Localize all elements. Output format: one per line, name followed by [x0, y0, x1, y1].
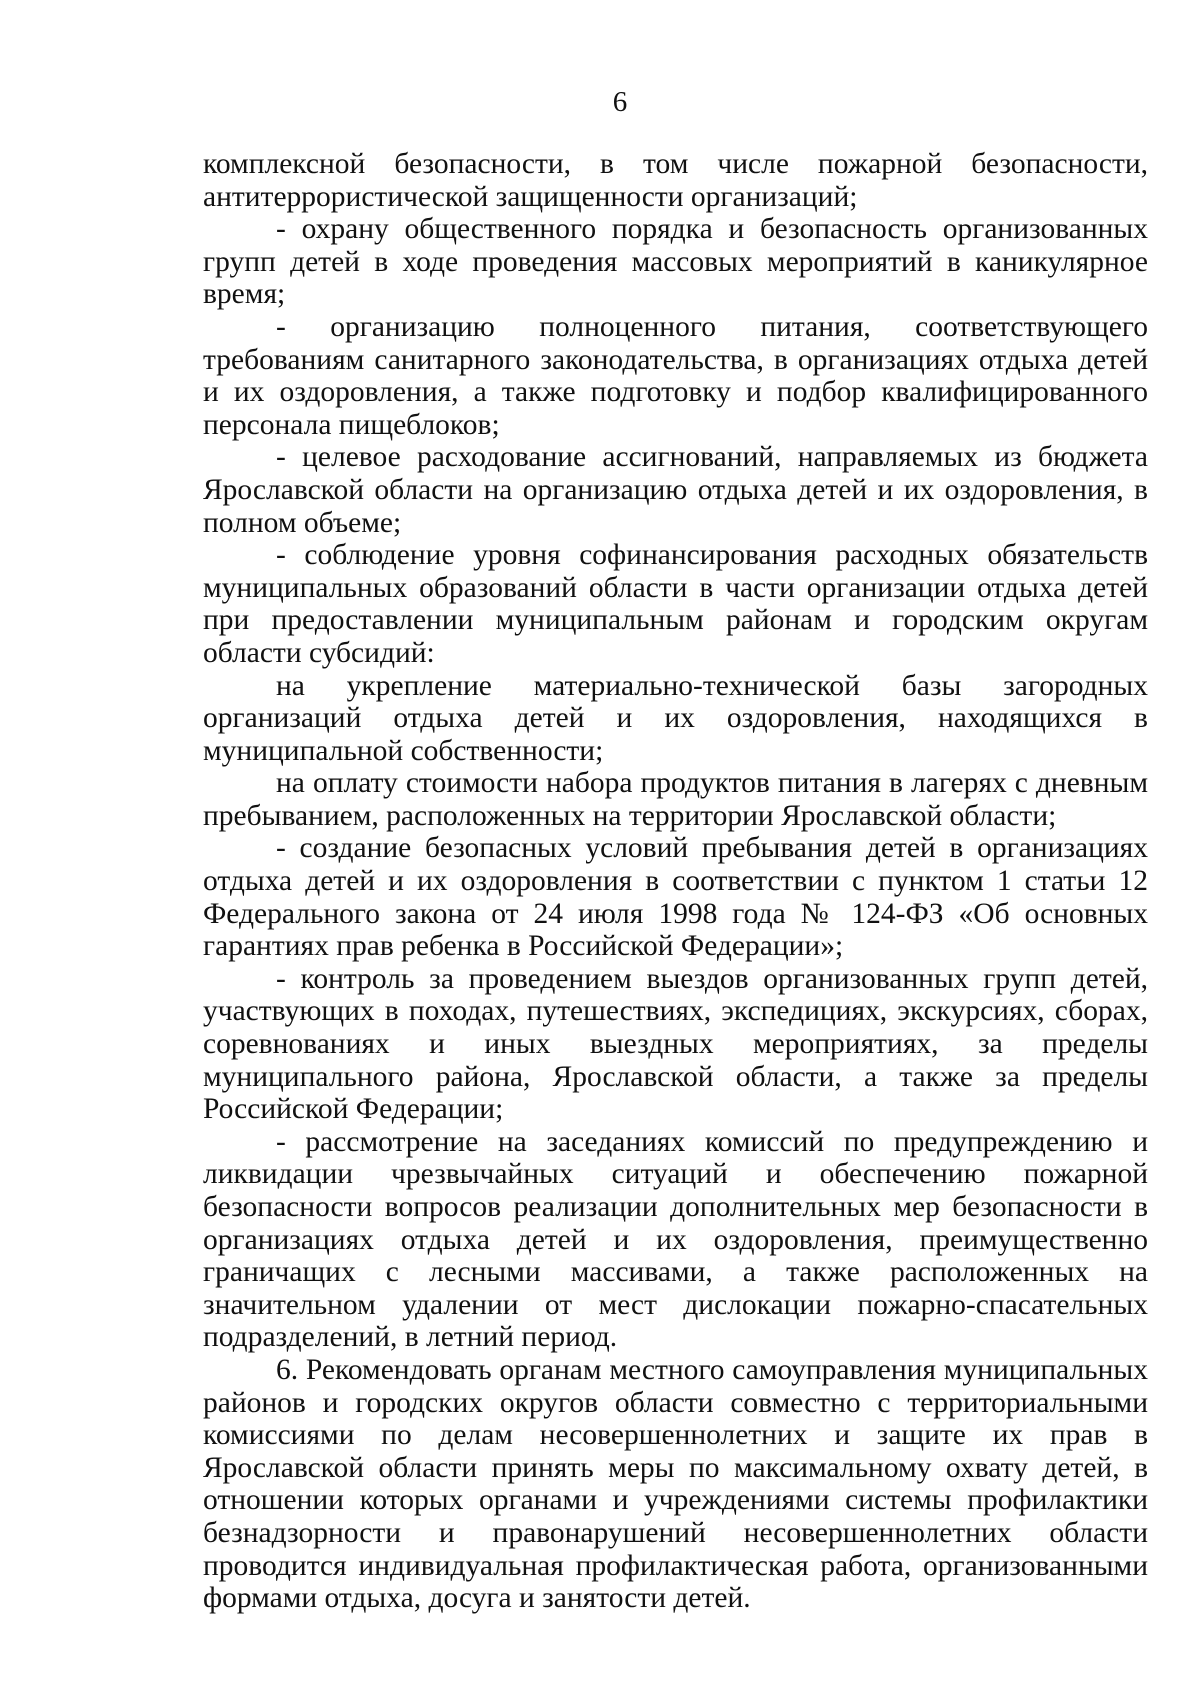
paragraph-subsidy-infrastructure: на укрепление материально-технической базы загородных организаций отдыха детей и их оздоровления, находящихся в муниципальной собственности; — [203, 669, 1148, 767]
document-body — [203, 148, 1148, 1615]
paragraph-subsidy-food: на оплату стоимости набора продуктов питания в лагерях с дневным пребыванием, расположенных на территории Ярославской области; — [203, 767, 1148, 832]
paragraph-recommendation-6: 6. Рекомендовать органам местного самоуправления муниципальных районов и городских округов области совместно с территориальными комиссиями по делам несовершеннолетних и защите их прав в Ярославской области принять меры по максимальному охвату детей, в отношении которых органами и учреждениями системы профилактики безнадзорности и правонарушений несовершеннолетних области проводится индивидуальная профилактическая работа, организованными формами отдыха, досуга и занятости детей. — [203, 1353, 1148, 1615]
paragraph-emergency-commissions: - рассмотрение на заседаниях комиссий по предупреждению и ликвидации чрезвычайных ситуаций и обеспечению пожарной безопасности вопросов реализации дополнительных мер безопасности в организациях отдыха детей и их оздоровления, преимущественно граничащих с лесными массивами, а также расположенных на значительном удалении от мест дислокации пожарно-спасательных подразделений, в летний период. — [203, 1125, 1148, 1354]
paragraph-cofinancing: - соблюдение уровня софинансирования расходных обязательств муниципальных образований области в части организации отдыха детей при предоставлении муниципальным районам и городским округам области субсидий: — [203, 539, 1148, 669]
paragraph-public-order: - охрану общественного порядка и безопасность организованных групп детей в ходе проведения массовых мероприятий в каникулярное время; — [203, 213, 1148, 311]
paragraph-safe-conditions: - создание безопасных условий пребывания детей в организациях отдыха детей и их оздоровления в соответствии с пунктом 1 статьи 12 Федерального закона от 24 июля 1998 года № 124-ФЗ «Об основных гарантиях прав ребенка в Российской Федерации»; — [203, 832, 1148, 963]
paragraph-nutrition: - организацию полноценного питания, соответствующего требованиям санитарного законодательства, в организациях отдыха детей и их оздоровления, а также подготовку и подбор квалифицированного персонала пищеблоков; — [203, 310, 1148, 441]
paragraph-budget-spending: - целевое расходование ассигнований, направляемых из бюджета Ярославской области на организацию отдыха детей и их оздоровления, в полном объеме; — [203, 441, 1148, 539]
page-number: 6 — [612, 86, 628, 118]
paragraph-continuation: комплексной безопасности, в том числе пожарной безопасности, антитеррористической защищенности организаций; — [203, 148, 1148, 213]
paragraph-trip-control: - контроль за проведением выездов организованных групп детей, участвующих в походах, путешествиях, экспедициях, экскурсиях, сборах, соревнованиях и иных выездных мероприятиях, за пределы муниципального района, Ярославской области, а также за пределы Российской Федерации; — [203, 962, 1148, 1126]
